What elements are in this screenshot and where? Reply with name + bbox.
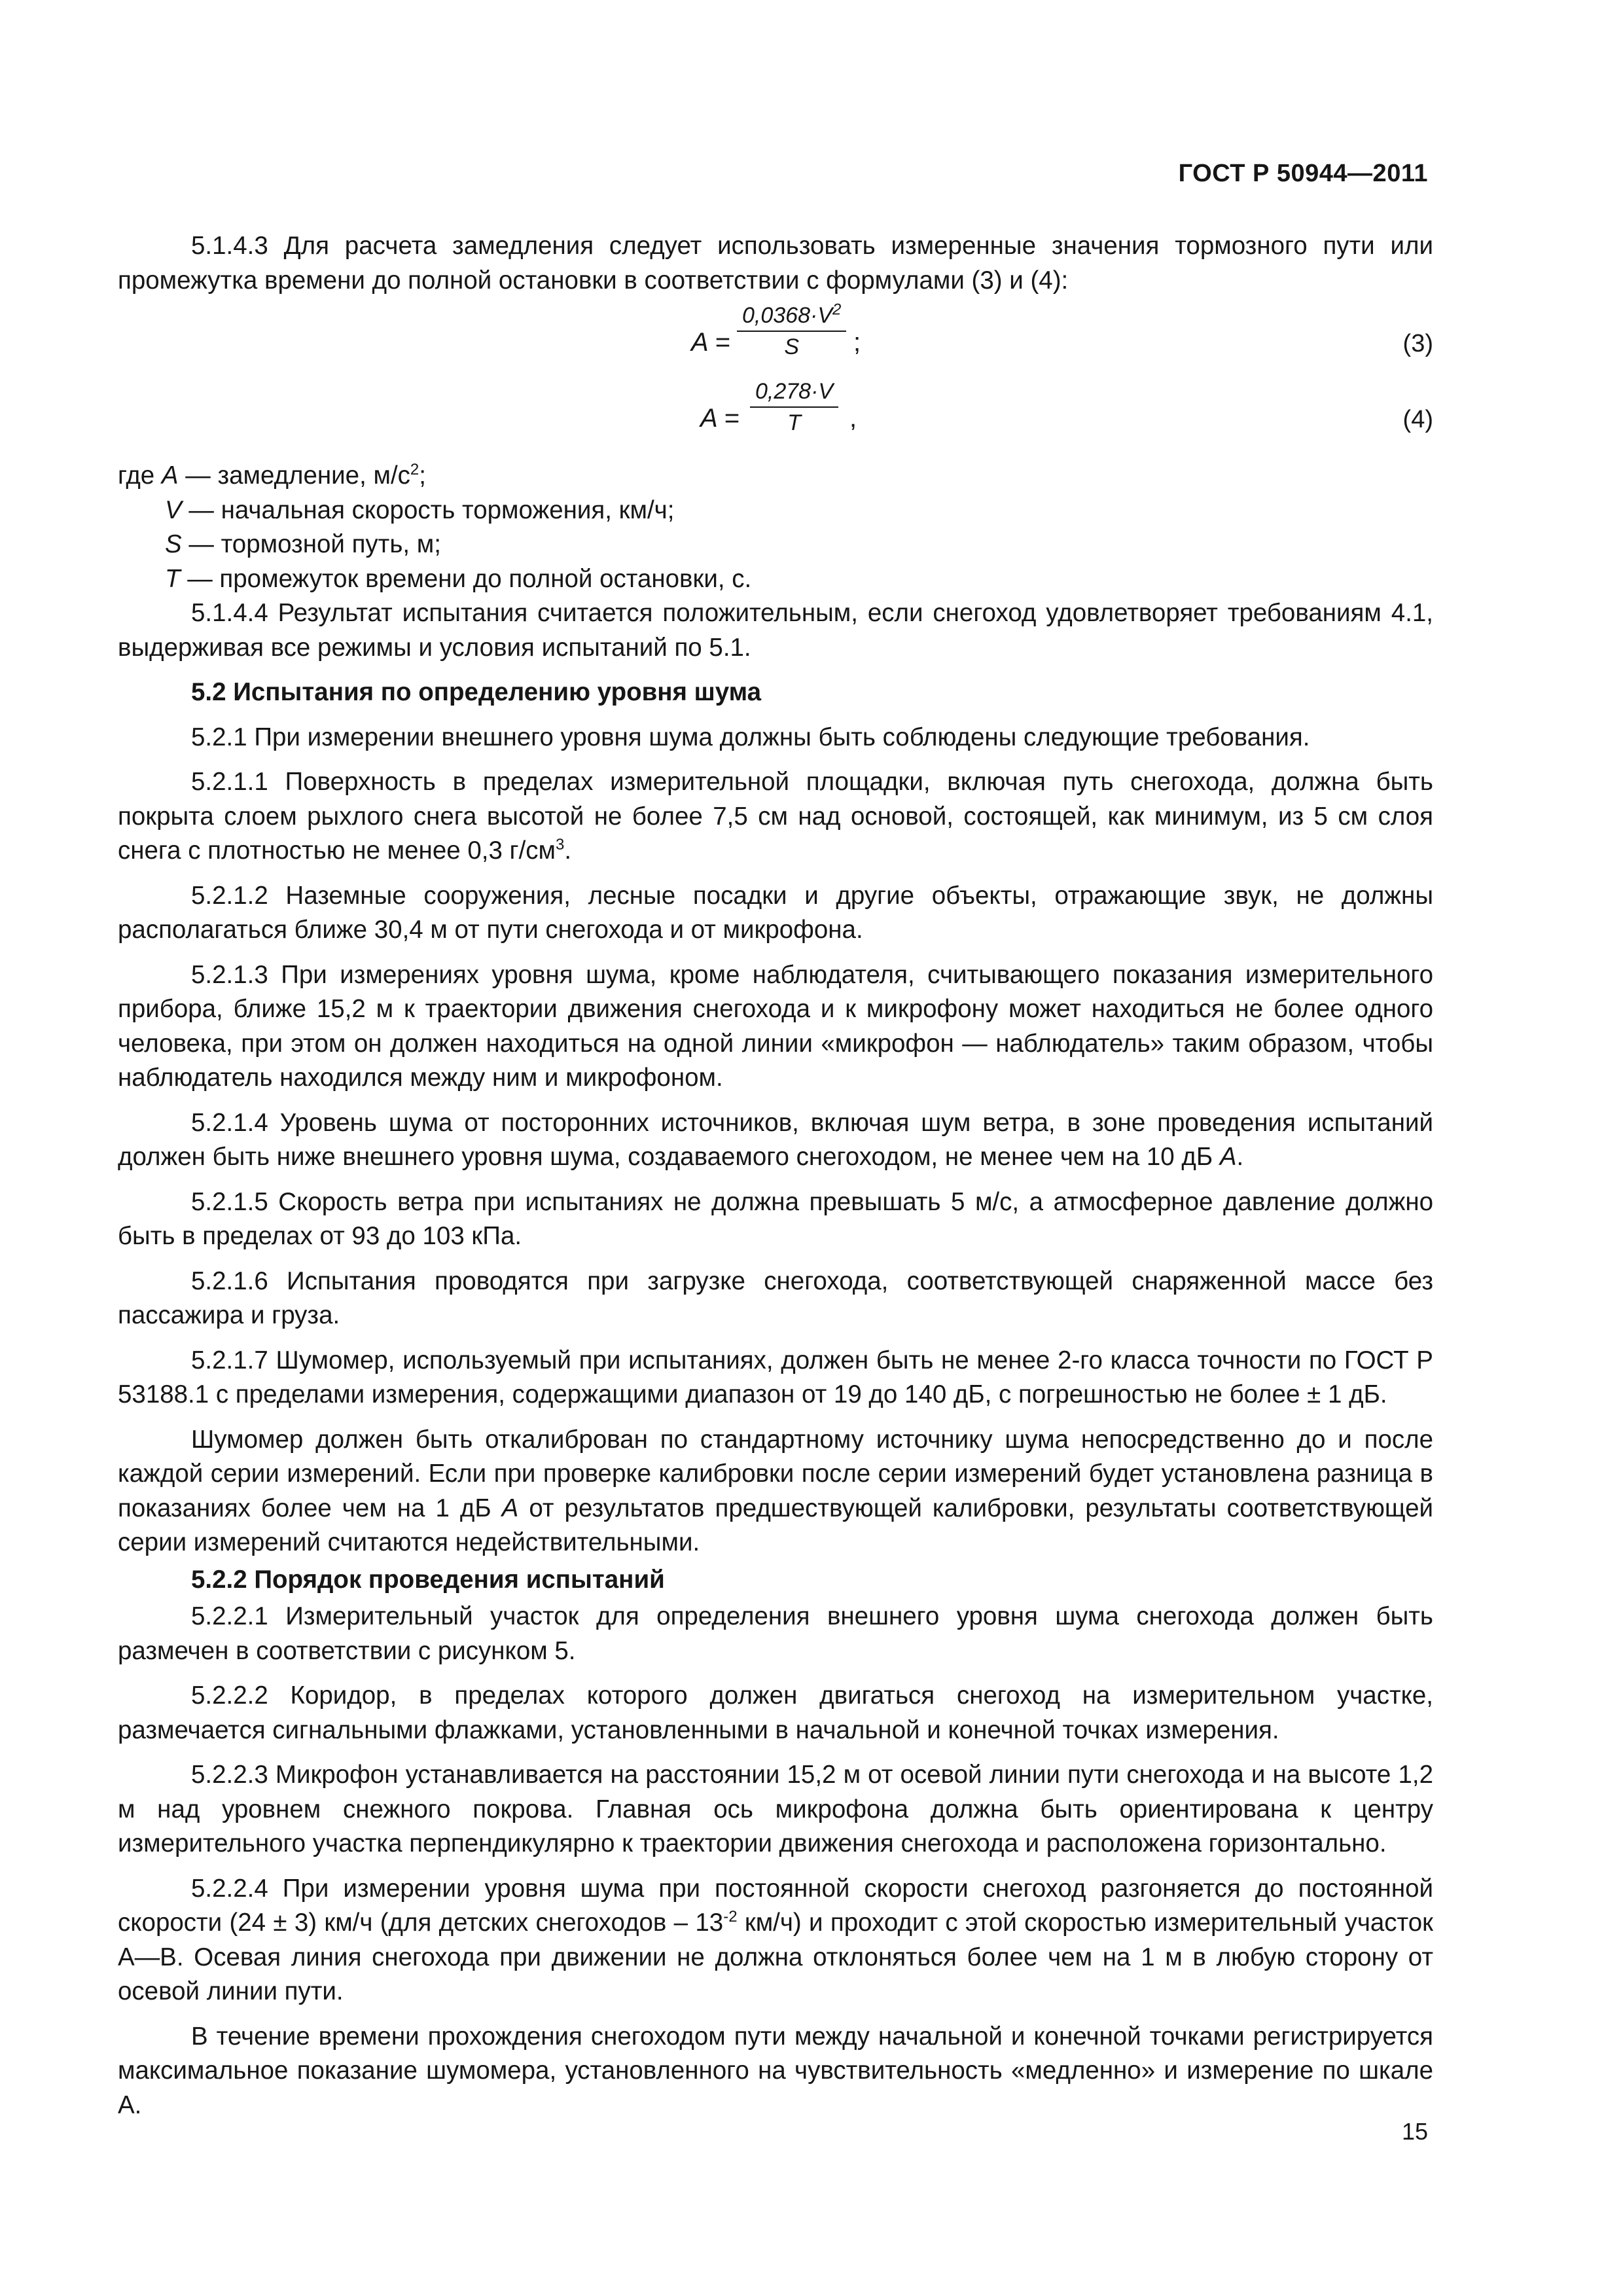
paragraph-5-2-1-3: 5.2.1.3 При измерениях уровня шума, кроме наблюдателя, считывающего показания измерительного прибора, ближе 15,2 м к траектории движения снегохода и к микрофону может находиться не более одного человека, при этом он должен находиться на одной линии «микрофон — наблюдатель» таким образом, чтобы наблюдатель находился между ним и микрофоном. bbox=[118, 960, 1433, 1092]
paragraph-5-2-1-5: 5.2.1.5 Скорость ветра при испытаниях не должна превышать 5 м/с, а атмосферное давление должно быть в пределах от 93 до 103 кПа. bbox=[118, 1187, 1433, 1250]
paragraph-5-1-4-4: 5.1.4.4 Результат испытания считается положительным, если снегоход удовлетворяет требованиям 4.1, выдерживая все режимы и условия испытаний по 5.1. bbox=[118, 599, 1433, 662]
paragraph-calibration: Шумомер должен быть откалиброван по стандартному источнику шума непосредственно до и после каждой серии измерений. Если при проверке калибровки после серии измерений будет установлена разница в показаниях более чем на 1 дБ A от результатов предшествующей калибровки, результаты соответствующей серии измерений считаются недействительными. bbox=[118, 1425, 1433, 1556]
document-body bbox=[118, 229, 1433, 2133]
formula-3-numerator: $0,0368\cdot V^2$ bbox=[737, 300, 846, 332]
paragraph-final: В течение времени прохождения снегоходом пути между начальной и конечной точками регистрируется максимальное показание шумомера, установленного на чувствительность «медленно» и измерение по шкале А. bbox=[118, 2022, 1433, 2119]
section-heading-5-2: 5.2 Испытания по определению уровня шума bbox=[191, 678, 762, 706]
formula-4-tail: , bbox=[849, 404, 857, 433]
page-number: 15 bbox=[1401, 2118, 1428, 2145]
paragraph-5-2-1-1: 5.2.1.1 Поверхность в пределах измерительной площадки, включая путь снегохода, должна быть покрыта слоем рыхлого снега высотой не более 7,5 см над основой, состоящей, как минимум, из 5 см слоя снега с плотностью не менее 0,3 $г/см^3$. bbox=[118, 768, 1433, 865]
definition-A: где A — замедление, $м/с^2$; bbox=[118, 461, 426, 490]
formula-3-fraction bbox=[737, 300, 846, 362]
formula-4-fraction bbox=[750, 376, 838, 438]
formula-3-denominator: S bbox=[784, 334, 800, 359]
paragraph-5-2-1-2: 5.2.1.2 Наземные сооружения, лесные посадки и другие объекты, отражающие звук, не должны располагаться ближе 30,4 м от пути снегохода и от микрофона. bbox=[118, 881, 1433, 944]
section-heading-5-2-2: 5.2.2 Порядок проведения испытаний bbox=[191, 1565, 665, 1594]
definition-V: V — начальная скорость торможения, км/ч; bbox=[165, 495, 675, 524]
definition-T: T — промежуток времени до полной остановки, с. bbox=[165, 564, 752, 593]
document-header: ГОСТ Р 50944—2011 bbox=[1178, 160, 1428, 187]
paragraph-5-2-1-7: 5.2.1.7 Шумомер, используемый при испытаниях, должен быть не менее 2-го класса точности по ГОСТ Р 53188.1 с пределами измерения, содержащими диапазон от 19 до 140 дБ, с погрешностью не более ± 1 дБ. bbox=[118, 1346, 1433, 1408]
paragraph-5-2-2-1: 5.2.2.1 Измерительный участок для определения внешнего уровня шума снегохода должен быть размечен в соответствии с рисунком 5. bbox=[118, 1602, 1433, 1665]
paragraph-5-2-2-3: 5.2.2.3 Микрофон устанавливается на расстоянии 15,2 м от осевой линии пути снегохода и на высоте 1,2 м над уровнем снежного покрова. Главная ось микрофона должна быть ориентирована к центру измерительного участка перпендикулярно к траектории движения снегохода и расположена горизонтально. bbox=[118, 1761, 1433, 1857]
formula-4-denominator: T bbox=[787, 410, 801, 435]
paragraph-5-2-1-6: 5.2.1.6 Испытания проводятся при загрузке снегохода, соответствующей снаряженной массе без пассажира и груза. bbox=[118, 1266, 1433, 1329]
formula-4 bbox=[118, 376, 1433, 452]
formula-4-numerator: 0,278·V bbox=[750, 376, 838, 408]
paragraph-5-2-2-2: 5.2.2.2 Коридор, в пределах которого должен двигаться снегоход на измерительном участке, размечается сигнальными флажками, установленными в начальной и конечной точках измерения. bbox=[118, 1681, 1433, 1744]
formula-4-number: (4) bbox=[1402, 406, 1433, 433]
paragraph-5-2-2-4: 5.2.2.4 При измерении уровня шума при постоянной скорости снегоход разгоняется до постоянной скорости (24 ± 3) км/ч (для детских снегоходов – $13^{-2}$ км/ч) и проходит с этой скоростью измерительный участок А—В. Осевая линия снегохода при движении не должна отклоняться более чем на 1 м в любую сторону от осевой линии пути. bbox=[118, 1874, 1433, 2005]
formula-3-tail: ; bbox=[853, 328, 861, 357]
formula-3-number: (3) bbox=[1402, 330, 1433, 357]
formula-3 bbox=[118, 300, 1433, 376]
paragraph-5-2-1-4: 5.2.1.4 Уровень шума от посторонних источников, включая шум ветра, в зоне проведения испытаний должен быть ниже внешнего уровня шума, создаваемого снегоходом, не менее чем на 10 дБ A. bbox=[118, 1108, 1433, 1171]
formula-3-lhs: A = bbox=[691, 328, 730, 357]
paragraph-5-1-4-3: 5.1.4.3 Для расчета замедления следует использовать измеренные значения тормозного пути или промежутка времени до полной остановки в соответствии с формулами (3) и (4): bbox=[118, 232, 1433, 295]
paragraph-5-2-1: 5.2.1 При измерении внешнего уровня шума должны быть соблюдены следующие требования. bbox=[191, 723, 1310, 751]
variable-definitions bbox=[118, 459, 1433, 596]
formula-4-lhs: A = bbox=[700, 404, 740, 433]
definition-S: S — тормозной путь, м; bbox=[165, 530, 441, 558]
